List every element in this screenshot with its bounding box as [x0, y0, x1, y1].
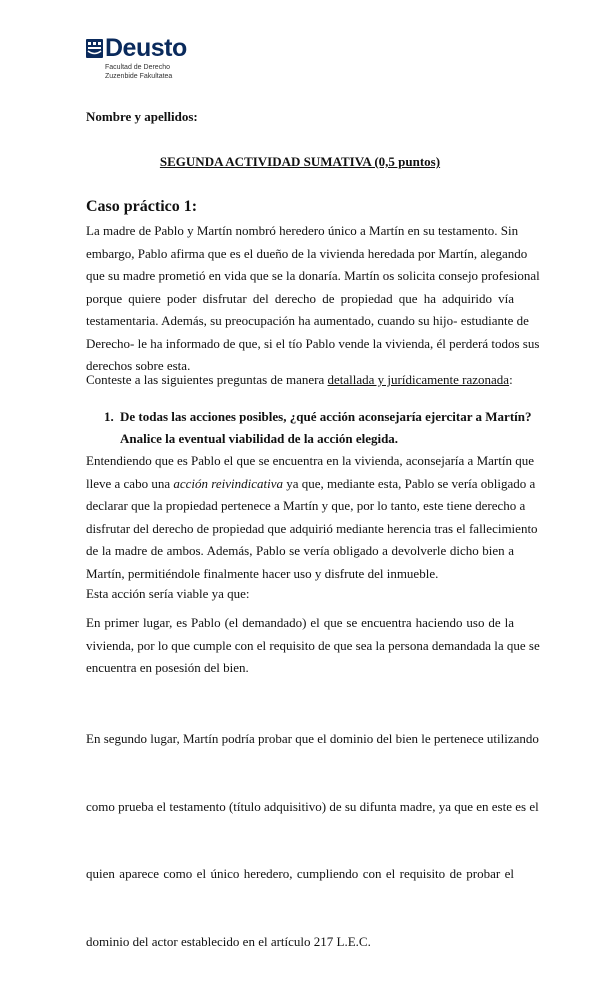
- answer-line: disfrutar del derecho de propiedad que adquirió mediante herencia tras el fallecimiento: [86, 520, 538, 536]
- legal-term: acción reivindicativa: [173, 475, 283, 491]
- logo-subtitle-2: Zuzenbide Fakultatea: [105, 73, 173, 80]
- name-label: Nombre y apellidos:: [86, 109, 198, 124]
- deusto-shield-icon: [86, 39, 103, 58]
- answer-paragraph: [86, 450, 538, 585]
- case-line: Derecho- le ha informado de que, si el tío Pablo vende la vivienda, él perderá todos sus: [86, 335, 540, 351]
- university-logo: [86, 34, 206, 82]
- answer-text: ya que, mediante esta, Pablo se vería obligado a: [282, 475, 536, 491]
- question-line: De todas las acciones posibles, ¿qué acción aconsejaría ejercitar a Martín?: [120, 409, 532, 424]
- instructions-emphasis: detallada y jurídicamente razonada: [327, 372, 510, 387]
- reason-line: En segundo lugar, Martín podría probar que el dominio del bien le pertenece utilizando: [86, 731, 539, 746]
- case-line: derechos sobre esta.: [86, 358, 191, 373]
- instructions-line: [86, 372, 513, 388]
- question-text: [120, 406, 532, 450]
- answer-line: Entendiendo que es Pablo el que se encuentra en la vivienda, aconsejaría a Martín que: [86, 453, 534, 468]
- second-reason-paragraph: [86, 683, 539, 998]
- case-line: embargo, Pablo afirma que es el dueño de la vivienda heredada por Martín, alegando: [86, 245, 528, 261]
- case-statement: [86, 220, 540, 378]
- answer-line: [86, 473, 536, 496]
- case-line: porque quiere poder disfrutar del derecho de propiedad que ha adquirido vía: [86, 290, 514, 306]
- question-line: Analice la eventual viabilidad de la acción elegida.: [120, 431, 399, 446]
- logo-wordmark: Deusto: [105, 34, 187, 62]
- question-number: 1.: [104, 409, 114, 424]
- case-line: que su madre prometió en vida que se la donaría. Martín os solicita consejo profesional: [86, 268, 540, 283]
- reason-line: vivienda, por lo que cumple con el requisito de que sea la persona demandada la que se: [86, 637, 540, 653]
- case-line: testamentaria. Además, su preocupación ha aumentado, cuando su hijo- estudiante de: [86, 313, 529, 328]
- first-reason-paragraph: [86, 612, 540, 680]
- answer-line: Martín, permitiéndole finalmente hacer uso y disfrute del inmueble.: [86, 565, 439, 581]
- answer-text: lleve a cabo una: [86, 475, 174, 491]
- answer-line: de la madre de ambos. Además, Pablo se vería obligado a devolverle dicho bien a: [86, 543, 514, 558]
- reason-line: En primer lugar, es Pablo (el demandado) el que se encuentra haciendo uso de la: [86, 615, 514, 630]
- answer-line: declarar que la propiedad pertenece a Martín y que, por lo tanto, este tiene derecho a: [86, 498, 526, 513]
- instructions-colon: :: [509, 372, 513, 387]
- activity-title: SEGUNDA ACTIVIDAD SUMATIVA (0,5 puntos): [159, 154, 441, 169]
- instructions-text: Conteste a las siguientes preguntas de manera: [86, 372, 328, 387]
- reason-line: quien aparece como el único heredero, cumpliendo con el requisito de probar el: [86, 866, 514, 881]
- viability-intro: Esta acción sería viable ya que:: [86, 586, 250, 601]
- logo-subtitle-1: Facultad de Derecho: [105, 64, 170, 71]
- reason-line: como prueba el testamento (título adquisitivo) de su difunta madre, ya que en este es el: [86, 798, 539, 814]
- case-line: La madre de Pablo y Martín nombró heredero único a Martín en su testamento. Sin: [86, 223, 519, 238]
- case-title: Caso práctico 1:: [86, 198, 198, 215]
- reason-line: encuentra en posesión del bien.: [86, 660, 249, 675]
- reason-line: dominio del actor establecido en el artículo 217 L.E.C.: [86, 933, 371, 949]
